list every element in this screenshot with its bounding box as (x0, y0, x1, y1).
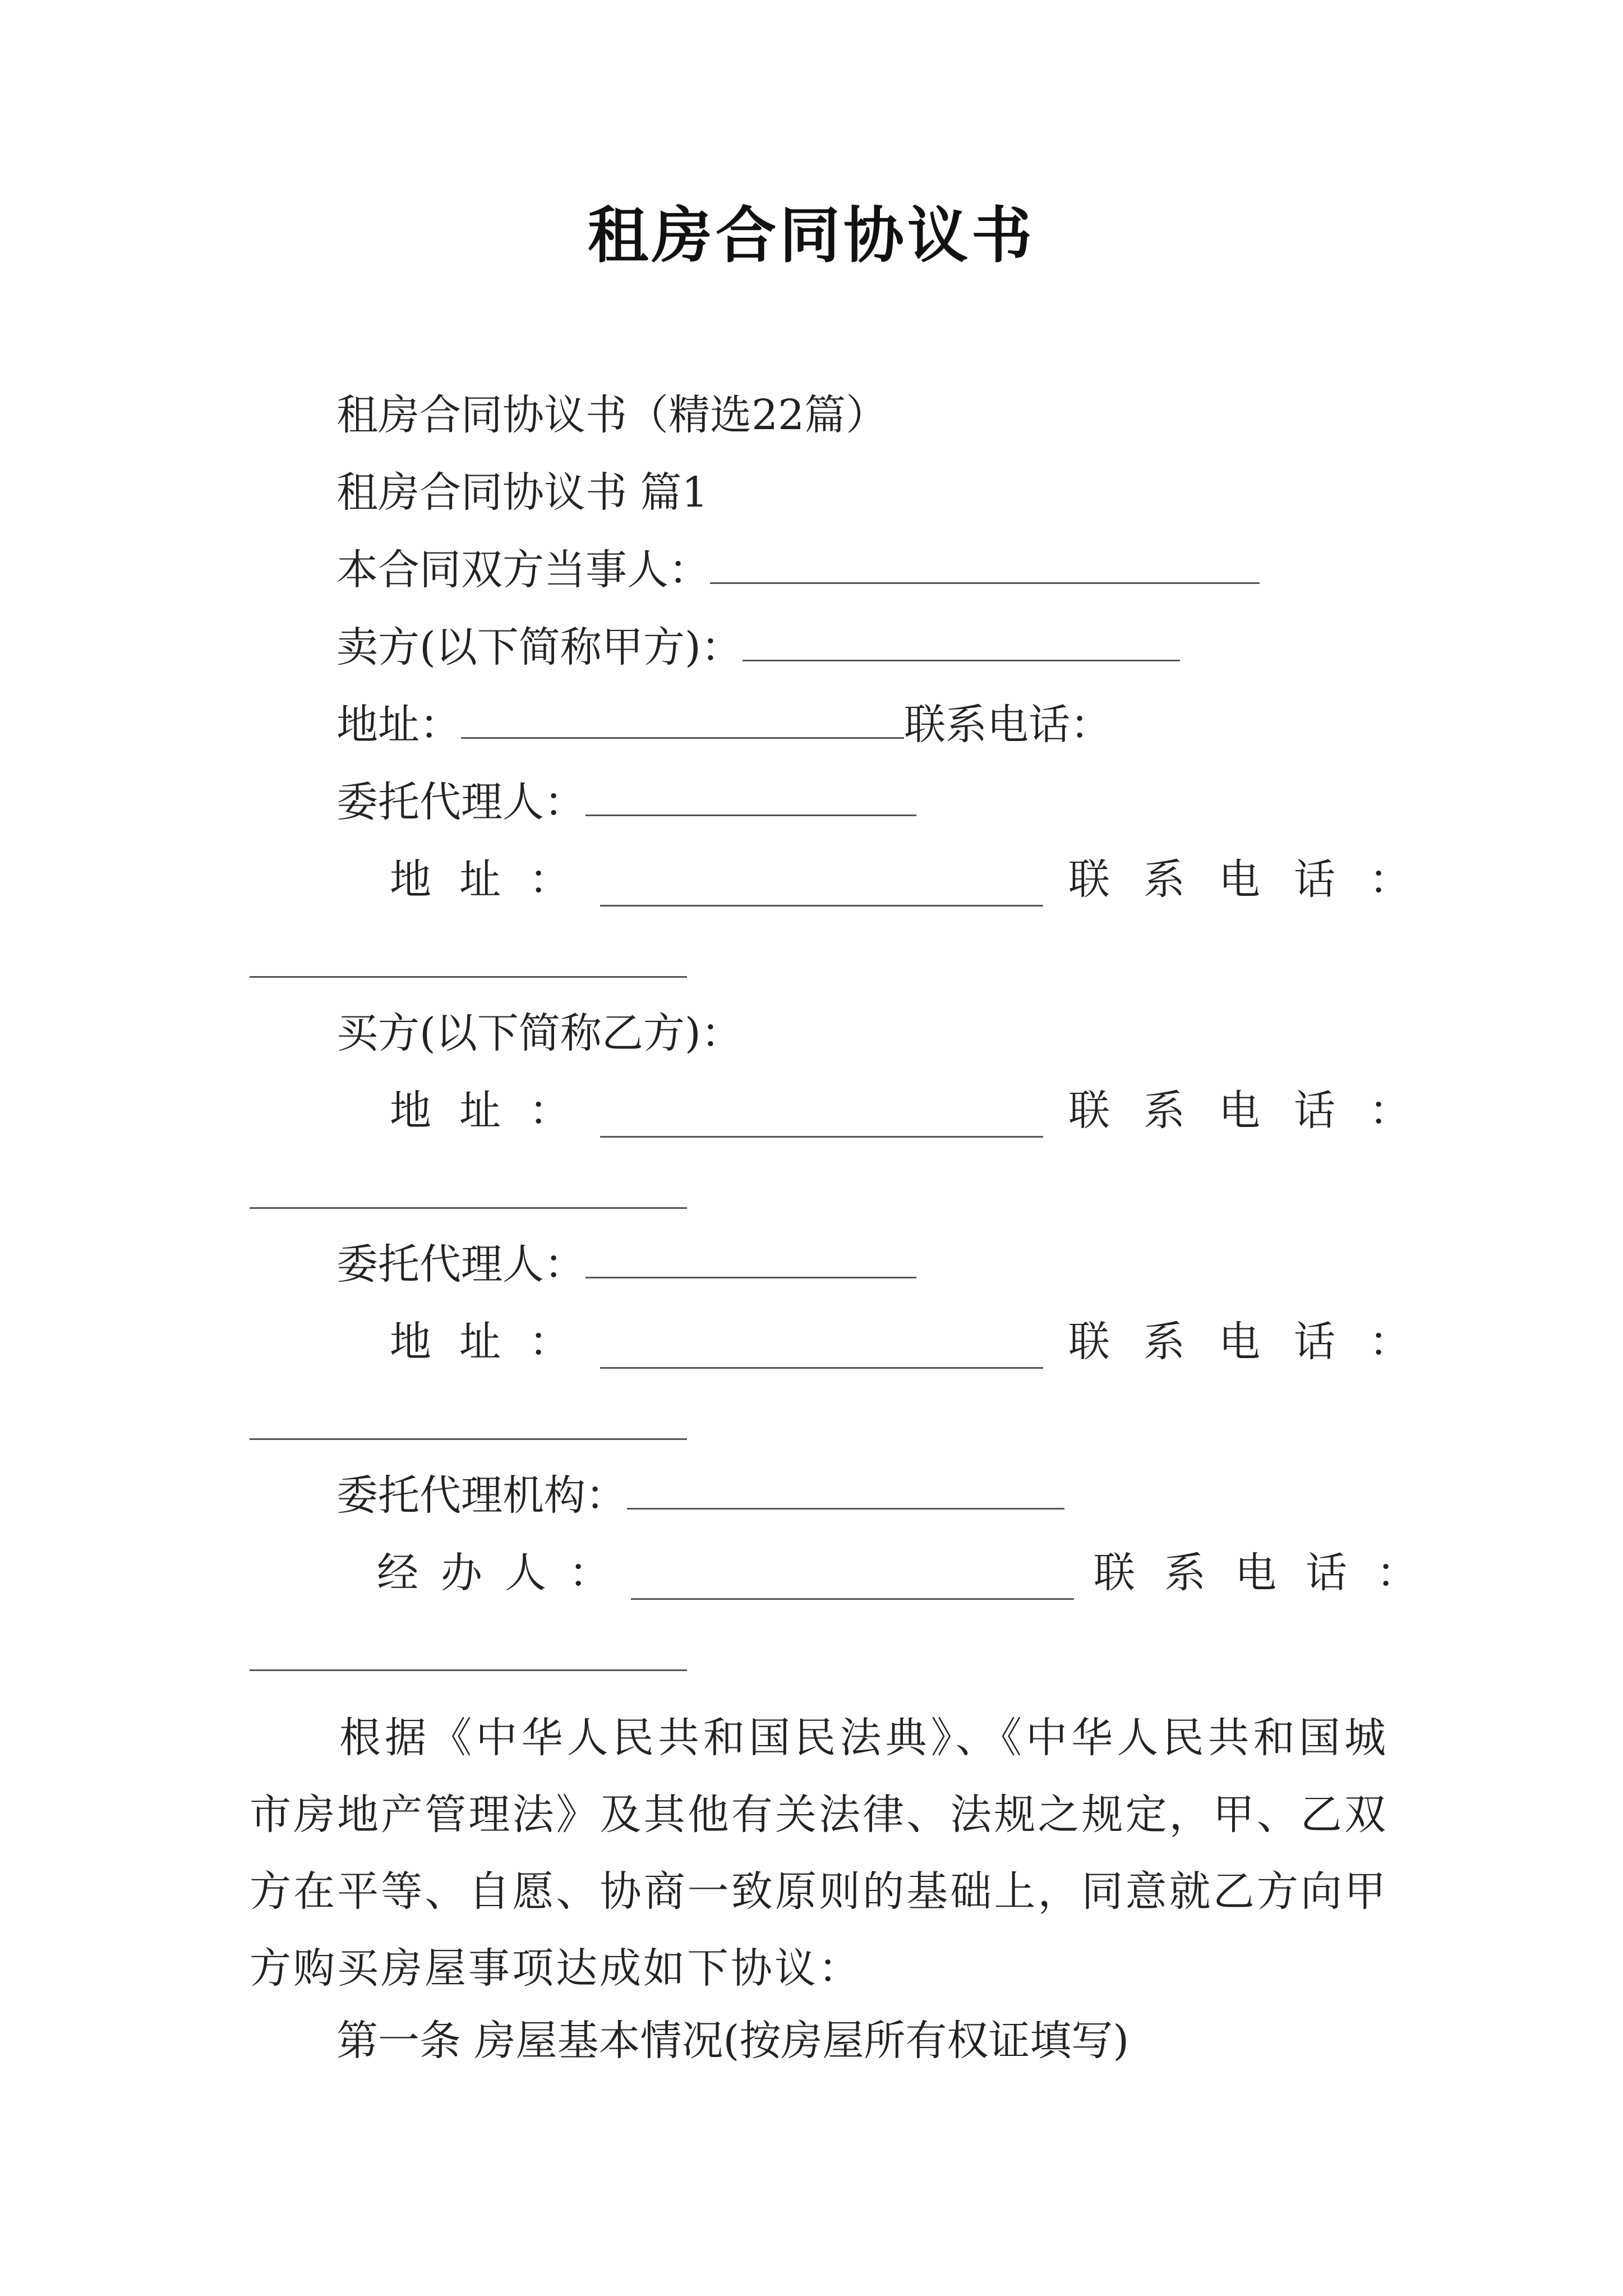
handler-phone-blank[interactable] (250, 1630, 687, 1671)
buyer-phone-blank[interactable] (250, 1168, 687, 1209)
phone-char: 系 (1144, 1318, 1185, 1366)
addr-char: 地 (390, 1087, 431, 1135)
seller-line (336, 619, 1180, 675)
buyer-agent-phone-blank[interactable] (250, 1399, 687, 1440)
seller-agent-address-line (390, 852, 570, 908)
phone-char: 联 (1068, 1318, 1110, 1366)
handler-phone-spread (1094, 1545, 1418, 1601)
seller-address-label: 地址： (336, 701, 461, 749)
addr-char: 地 (390, 1318, 431, 1366)
addr-char: ： (529, 1318, 570, 1366)
seller-agent-blank[interactable] (585, 775, 916, 816)
addr-char: 地 (390, 855, 431, 904)
seller-label: 卖方(以下简称甲方)： (336, 623, 743, 671)
phone-char: 话 (1294, 1087, 1335, 1135)
seller-agent-label: 委托代理人： (336, 778, 585, 826)
handler-line (377, 1545, 610, 1601)
handler-char: 人 (505, 1549, 546, 1597)
seller-phone-label: 联系电话： (904, 701, 1112, 749)
seller-agent-line (336, 774, 916, 830)
phone-char: ： (1369, 1318, 1410, 1366)
article-1-heading: 第一条 房屋基本情况(按房屋所有权证填写) (336, 2017, 1129, 2065)
addr-char: 址 (459, 855, 501, 904)
parties-intro-label: 本合同双方当事人： (336, 546, 710, 594)
phone-char: 话 (1294, 1318, 1335, 1366)
handler-char: ： (569, 1549, 610, 1597)
phone-char: ： (1376, 1549, 1418, 1597)
handler-char: 办 (441, 1549, 482, 1597)
buyer-agent-address-line (390, 1314, 570, 1370)
addr-char: 址 (459, 1087, 501, 1135)
handler-blank[interactable] (631, 1559, 1074, 1600)
phone-char: 电 (1219, 855, 1260, 904)
document-subtitle: 租房合同协议书（精选22篇） (336, 391, 888, 439)
preamble-paragraph: 根据《中华人民共和国民法典》、《中华人民共和国城市房地产管理法》及其他有关法律、法规之规定，甲、乙双方在平等、自愿、协商一致原则的基础上，同意就乙方向甲方购买房屋事项达成如下协议： (250, 1714, 1388, 1993)
phone-char: 联 (1094, 1549, 1135, 1597)
seller-address-line (336, 697, 1112, 753)
phone-char: 电 (1235, 1549, 1276, 1597)
agency-line (336, 1467, 1064, 1524)
phone-char: 话 (1294, 855, 1335, 904)
agency-label: 委托代理机构： (336, 1471, 627, 1520)
seller-agent-phone-blank[interactable] (250, 937, 687, 978)
phone-char: 电 (1219, 1318, 1260, 1366)
seller-agent-address-blank[interactable] (600, 866, 1043, 907)
buyer-address-line (390, 1083, 570, 1139)
addr-char: ： (529, 855, 570, 904)
seller-address-blank[interactable] (461, 698, 904, 739)
phone-char: 联 (1068, 855, 1110, 904)
handler-char: 经 (377, 1549, 418, 1597)
phone-char: 系 (1144, 855, 1185, 904)
parties-intro-line (336, 542, 1260, 598)
document-title: 租房合同协议书 (587, 200, 1035, 271)
phone-char: 系 (1164, 1549, 1206, 1597)
seller-agent-phone-spread (1068, 852, 1410, 908)
buyer-agent-phone-spread (1068, 1314, 1410, 1370)
phone-char: 电 (1219, 1087, 1260, 1135)
buyer-line: 买方(以下简称乙方)： (336, 1009, 743, 1057)
addr-char: ： (529, 1087, 570, 1135)
seller-blank[interactable] (743, 620, 1180, 661)
phone-char: 系 (1144, 1087, 1185, 1135)
phone-char: 联 (1068, 1087, 1110, 1135)
buyer-agent-label: 委托代理人： (336, 1240, 585, 1289)
phone-char: ： (1369, 855, 1410, 904)
parties-blank[interactable] (710, 543, 1260, 584)
buyer-agent-address-blank[interactable] (600, 1328, 1043, 1369)
phone-char: 话 (1306, 1549, 1347, 1597)
phone-char: ： (1369, 1087, 1410, 1135)
agency-blank[interactable] (627, 1469, 1064, 1510)
buyer-agent-blank[interactable] (585, 1237, 916, 1278)
buyer-agent-line (336, 1236, 916, 1292)
section-heading: 租房合同协议书 篇1 (336, 468, 708, 517)
buyer-address-blank[interactable] (600, 1097, 1043, 1138)
addr-char: 址 (459, 1318, 501, 1366)
buyer-phone-spread (1068, 1083, 1410, 1139)
